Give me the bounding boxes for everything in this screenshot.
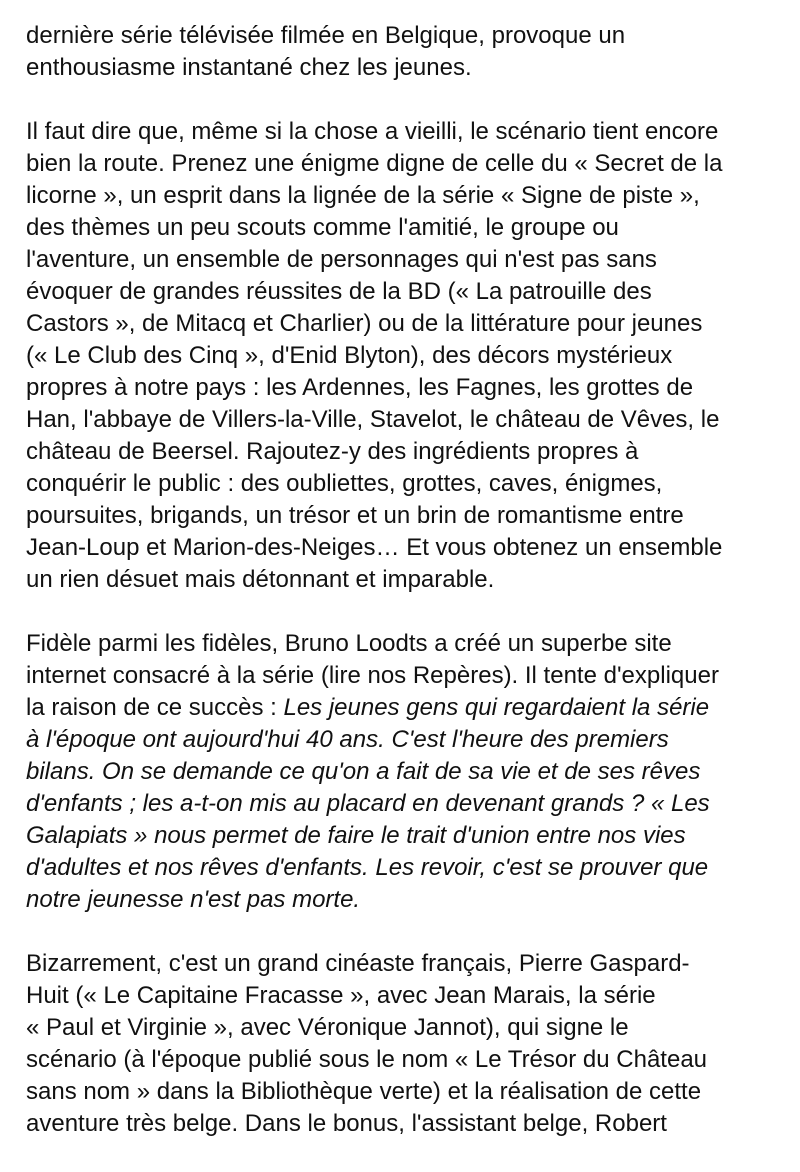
text-line: Huit (« Le Capitaine Fracasse », avec Jean Marais, la série [26, 982, 656, 1009]
text-line: des thèmes un peu scouts comme l'amitié, le groupe ou [26, 214, 619, 241]
quote-line: d'adultes et nos rêves d'enfants. Les revoir, c'est se prouver que [26, 854, 709, 881]
quote-line: Galapiats » nous permet de faire le trait d'union entre nos vies [26, 822, 686, 849]
text-line: sans nom » dans la Bibliothèque verte) et la réalisation de cette [26, 1078, 702, 1105]
text-line: « Paul et Virginie », avec Véronique Jannot), qui signe le [26, 1014, 629, 1041]
paragraph-3 [26, 628, 786, 916]
text-line: poursuites, brigands, un trésor et un brin de romantisme entre [26, 502, 684, 529]
quote-text: Les jeunes gens qui regardaient la série [283, 694, 710, 721]
text-line: la raison de ce succès : Les jeunes gens qui regardaient la série [26, 694, 710, 721]
text-line: Han, l'abbaye de Villers-la-Ville, Stavelot, le château de Vêves, le [26, 406, 720, 433]
text-line: château de Beersel. Rajoutez-y des ingrédients propres à [26, 438, 639, 465]
text-line: évoquer de grandes réussites de la BD (« La patrouille des [26, 278, 652, 305]
paragraph-1 [26, 20, 786, 84]
text-line: l'aventure, un ensemble de personnages qui n'est pas sans [26, 246, 657, 273]
text-line: un rien désuet mais détonnant et imparable. [26, 566, 495, 593]
text-line: Castors », de Mitacq et Charlier) ou de la littérature pour jeunes [26, 310, 703, 337]
text-line: Fidèle parmi les fidèles, Bruno Loodts a créé un superbe site [26, 630, 672, 657]
text-line: (« Le Club des Cinq », d'Enid Blyton), des décors mystérieux [26, 342, 673, 369]
text-line: enthousiasme instantané chez les jeunes. [26, 54, 472, 81]
quote-line: d'enfants ; les a-t-on mis au placard en devenant grands ? « Les [26, 790, 710, 817]
paragraph-4 [26, 948, 786, 1140]
text-line: dernière série télévisée filmée en Belgique, provoque un [26, 22, 626, 49]
text-line: Bizarrement, c'est un grand cinéaste français, Pierre Gaspard- [26, 950, 690, 977]
text-line: internet consacré à la série (lire nos Repères). Il tente d'expliquer [26, 662, 719, 689]
text-line: Il faut dire que, même si la chose a vieilli, le scénario tient encore [26, 118, 719, 145]
quote-line: à l'époque ont aujourd'hui 40 ans. C'est l'heure des premiers [26, 726, 669, 753]
text-line: conquérir le public : des oubliettes, grottes, caves, énigmes, [26, 470, 663, 497]
text-line: Jean-Loup et Marion-des-Neiges… Et vous obtenez un ensemble [26, 534, 723, 561]
text-line: licorne », un esprit dans la lignée de la série « Signe de piste », [26, 182, 700, 209]
text-line: bien la route. Prenez une énigme digne de celle du « Secret de la [26, 150, 723, 177]
quote-line: bilans. On se demande ce qu'on a fait de sa vie et de ses rêves [26, 758, 701, 785]
text-line: propres à notre pays : les Ardennes, les Fagnes, les grottes de [26, 374, 694, 401]
text-line: aventure très belge. Dans le bonus, l'assistant belge, Robert [26, 1110, 667, 1137]
document-page [26, 20, 786, 1172]
paragraph-2 [26, 116, 786, 596]
text-line: scénario (à l'époque publié sous le nom « Le Trésor du Château [26, 1046, 708, 1073]
quote-line: notre jeunesse n'est pas morte. [26, 886, 361, 913]
